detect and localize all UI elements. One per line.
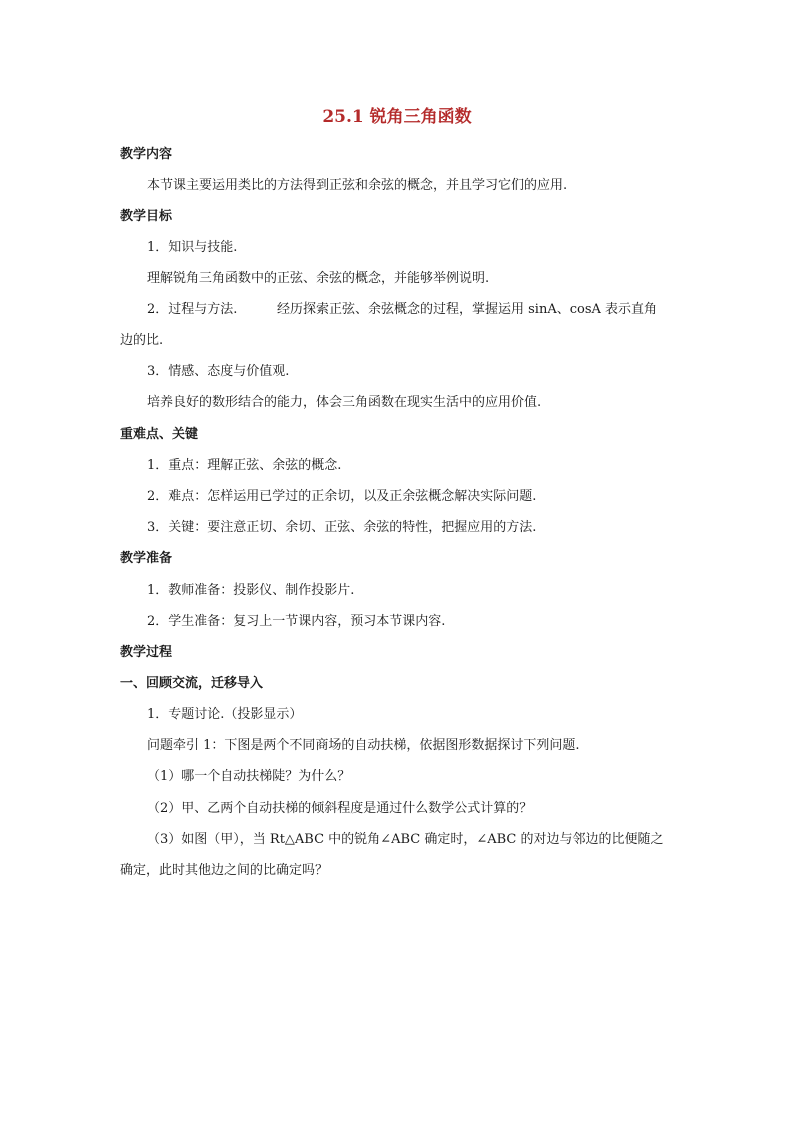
process-item-2: 问题牵引 1：下图是两个不同商场的自动扶梯，依据图形数据探讨下列问题. <box>147 738 580 753</box>
heading-preparation: 教学准备 <box>120 551 173 566</box>
process-item-4: （2）甲、乙两个自动扶梯的倾斜程度是通过什么数学公式计算的？ <box>147 801 533 816</box>
key-point-item-1: 1．重点：理解正弦、余弦的概念. <box>147 458 342 473</box>
process-item-3: （1）哪一个自动扶梯陡？为什么？ <box>147 769 351 784</box>
preparation-item-1: 1．教师准备：投影仪、制作投影片. <box>147 583 355 598</box>
goal-item-1: 1．知识与技能. <box>147 240 238 255</box>
heading-process: 教学过程 <box>120 645 173 660</box>
preparation-item-2: 2．学生准备：复习上一节课内容，预习本节课内容. <box>147 614 446 629</box>
process-item-5: （3）如图（甲），当 Rt△ABC 中的锐角∠ABC 确定时，∠ABC 的对边与邻边的比便随之 <box>147 832 664 847</box>
heading-goals: 教学目标 <box>120 209 173 224</box>
process-item-1: 1．专题讨论.（投影显示） <box>147 707 303 722</box>
heading-key-points: 重难点、关键 <box>120 427 199 442</box>
content-text: 本节课主要运用类比的方法得到正弦和余弦的概念，并且学习它们的应用. <box>147 178 568 193</box>
key-point-item-3: 3．关键：要注意正切、余切、正弦、余弦的特性，把握应用的方法. <box>147 520 537 535</box>
goal-item-5: 边的比. <box>120 333 164 348</box>
heading-content: 教学内容 <box>120 147 173 162</box>
process-item-6: 确定，此时其他边之间的比确定吗？ <box>120 863 329 878</box>
goal-item-6: 3．情感、态度与价值观. <box>147 364 290 379</box>
goal-item-2: 理解锐角三角函数中的正弦、余弦的概念，并能够举例说明. <box>147 271 490 286</box>
subheading-review: 一、回顾交流，迁移导入 <box>120 676 264 691</box>
goal-item-4: 经历探索正弦、余弦概念的过程，掌握运用 sinA、cosA 表示直角 <box>277 302 658 317</box>
key-point-item-2: 2．难点：怎样运用已学过的正余切，以及正余弦概念解决实际问题. <box>147 489 537 504</box>
goal-item-3: 2．过程与方法. <box>147 302 238 317</box>
goal-item-7: 培养良好的数形结合的能力，体会三角函数在现实生活中的应用价值. <box>147 395 542 410</box>
document-title: 25.1 锐角三角函数 <box>322 107 472 127</box>
